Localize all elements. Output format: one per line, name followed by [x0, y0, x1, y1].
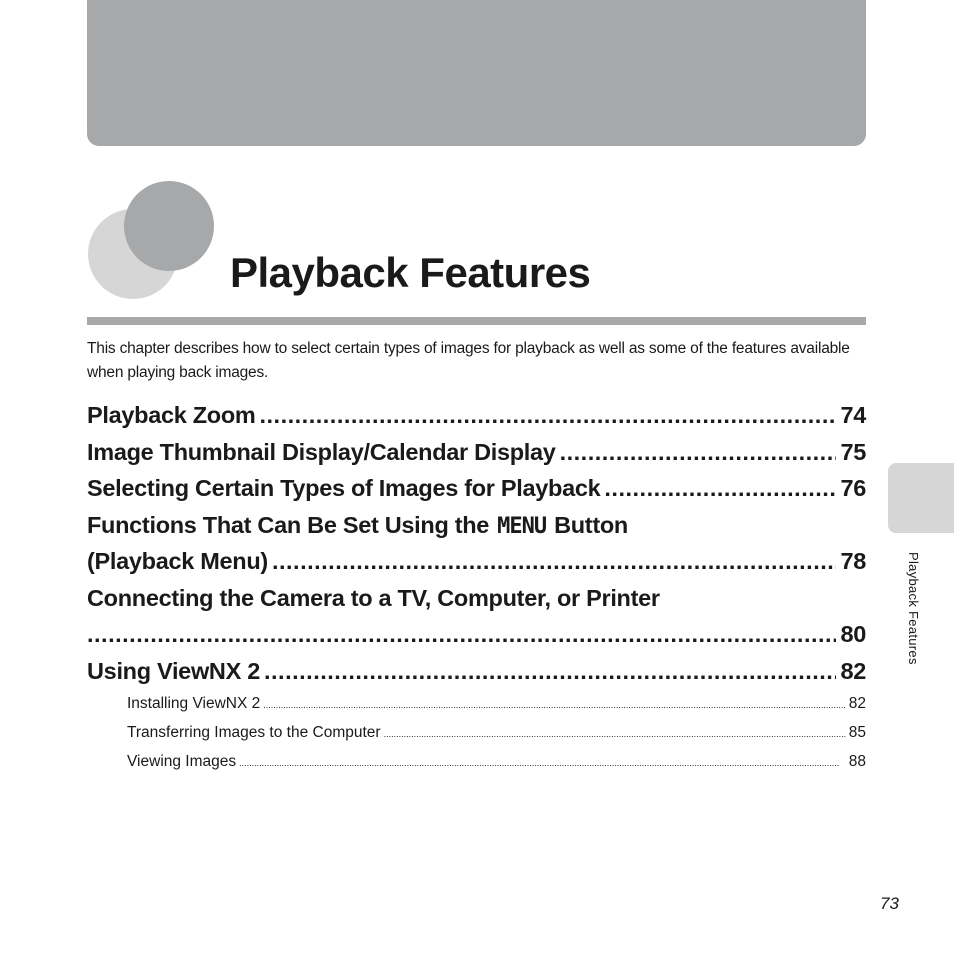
toc-entry-connecting-line2[interactable] — [87, 616, 866, 653]
chapter-side-tab — [888, 463, 954, 533]
table-of-contents — [87, 397, 866, 776]
toc-leader — [272, 543, 837, 580]
header-band — [87, 0, 866, 146]
toc-entry-selecting-images[interactable] — [87, 470, 866, 507]
toc-leader — [263, 691, 845, 720]
toc-subentry-label: Installing ViewNX 2 — [127, 695, 261, 712]
toc-entry-label: Image Thumbnail Display/Calendar Display — [87, 438, 556, 465]
toc-subentry-page: 82 — [848, 695, 866, 712]
menu-button-icon: MENU — [497, 513, 547, 539]
page-number: 73 — [880, 894, 899, 913]
toc-entry-page: 75 — [840, 438, 866, 465]
toc-entry-thumbnail-calendar[interactable] — [87, 434, 866, 471]
toc-entry-connecting-line1[interactable] — [87, 580, 866, 617]
toc-entry-page: 78 — [840, 548, 866, 574]
toc-leader — [604, 470, 836, 507]
toc-leader — [260, 397, 837, 434]
toc-entry-page: 82 — [840, 657, 866, 684]
toc-entry-page: 80 — [840, 621, 866, 647]
toc-leader — [560, 434, 837, 471]
toc-subentry-label: Viewing Images — [127, 753, 237, 770]
toc-entry-label: (Playback Menu) — [87, 548, 268, 574]
toc-leader — [87, 616, 836, 653]
toc-subentry-page: 85 — [848, 724, 866, 741]
toc-entry-page: 76 — [840, 475, 866, 501]
toc-subentry-label: Transferring Images to the Computer — [127, 724, 381, 741]
toc-leader — [239, 749, 846, 778]
toc-entry-label: Playback Zoom — [87, 402, 256, 428]
toc-subentry-installing[interactable] — [87, 689, 866, 718]
decorative-circle-dark — [124, 181, 214, 271]
toc-entry-page: 74 — [840, 402, 866, 428]
toc-entry-playback-menu-line1[interactable] — [87, 507, 866, 544]
title-rule — [87, 317, 866, 325]
chapter-side-label: Playback Features — [906, 552, 921, 665]
chapter-intro: This chapter describes how to select certain types of images for playback as well as some of the features available when playing back images. — [87, 340, 850, 381]
toc-entry-label: Connecting the Camera to a TV, Computer, or Printer — [87, 584, 660, 611]
toc-entry-label: Using ViewNX 2 — [87, 657, 260, 684]
toc-entry-playback-menu-line2[interactable] — [87, 543, 866, 580]
toc-subentry-transferring[interactable] — [87, 718, 866, 747]
chapter-title: Playback Features — [230, 249, 591, 296]
toc-leader — [264, 653, 836, 690]
toc-entry-label: Selecting Certain Types of Images for Playback — [87, 475, 601, 501]
toc-entry-label: Button — [554, 511, 628, 538]
toc-subentry-viewing[interactable] — [87, 747, 866, 776]
toc-leader — [384, 720, 846, 749]
toc-subentry-page: 88 — [848, 753, 866, 770]
toc-entry-playback-zoom[interactable] — [87, 397, 866, 434]
toc-entry-label: Functions That Can Be Set Using the — [87, 511, 490, 538]
toc-entry-viewnx[interactable] — [87, 653, 866, 690]
